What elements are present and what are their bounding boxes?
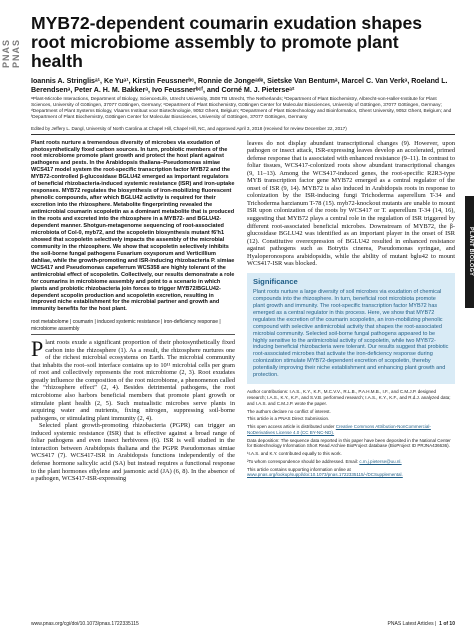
journal-vertical-logo: PNAS PNAS xyxy=(1,38,21,68)
correspondence-email-link[interactable]: c.m.j.pieterse@uu.nl. xyxy=(359,458,402,464)
article-title: MYB72-dependent coumarin exudation shapes root microbiome assembly to promote plant health xyxy=(31,13,423,71)
supporting-info xyxy=(247,467,455,479)
article-notes xyxy=(247,389,455,478)
doi-link[interactable]: www.pnas.org/cgi/doi/10.1073/pnas.1722335115 xyxy=(31,621,139,627)
edited-by: Edited by Jeffery L. Dangl, University of North Carolina at Chapel Hill, Chapel Hill, NC, and approved April 3, 2018 (received for review December 22, 2017) xyxy=(31,125,347,131)
journal-name: PNAS Latest Articles xyxy=(387,621,434,627)
right-column xyxy=(247,140,455,480)
conflict-statement: The authors declare no conflict of interest. xyxy=(247,408,331,414)
article-page xyxy=(31,14,455,610)
intro-paragraph-3: leaves do not display abundant transcriptional changes (9). However, upon pathogen or insect attack, ISR-expressing leaves develop an accelerated, primed defense response that is associated with enhanced resistance (9–11). In contrast to foliar tissues, WCS417-colonized roots show abundant transcriptional changes (9, 11–13). Among the WCS417-induced genes, the root-specific R2R3-type MYB transcription factor gene MYB72 emerged as a central regulator of the onset of ISR (9, 14). MYB72 is also induced in Arabidopsis roots in response to colonization by the ISR-inducing fungi Trichoderma asperellum T-34 and Trichoderma harzianum T-78 (15). myb72-knockout mutants are unable to mount ISR upon colonization of the roots by WCS417 or T. asperellum T-34 (14, 16), suggesting that MYB72 plays a central role in the regulation of ISR triggered by different root-associated beneficial microbes. Downstream of MYB72, the β-glucosidase BGLU42 was identified as an important player in the onset of ISR (12). Constitutive overexpression of BGLU42 resulted in enhanced resistance against pathogens such as Botrytis cinerea, Pseudomonas syringae, and Hyaloperonospora arabidopsidis, while the ability of mutant bglu42 to mount WCS417-ISR was blocked. xyxy=(247,139,455,268)
license-statement xyxy=(247,424,455,436)
section-tab-label: PLANT BIOLOGY xyxy=(468,227,474,277)
drop-cap: P xyxy=(31,336,44,362)
two-column-body xyxy=(31,140,455,610)
keywords: root metabolome | coumarin | induced systemic resistance | iron-deficiency response | microbiome assembly xyxy=(31,319,221,332)
footnote-1: ¹I.A.S. and K.Y. contributed equally to this work. xyxy=(247,451,342,456)
abstract: Plant roots nurture a tremendous diversity of microbes via exudation of photosynthetically fixed carbon sources. In turn, probiotic members of the root microbiome promote plant growth and protect the host plant against pathogens and pests. In the Arabidopsis thaliana–Pseudomonas simiae WCS417 model system the root-specific transcription factor MYB72 and the MYB72-controlled β-glucosidase BGLU42 emerged as important regulators of beneficial rhizobacteria-induced systemic resistance (ISR) and iron-uptake responses. MYB72 regulates the biosynthesis of iron-mobilizing fluorescent phenolic compounds, after which BGLU42 activity is required for their excretion into the rhizosphere. Metabolite fingerprinting revealed the antimicrobial coumarin scopoletin as a dominant metabolite that is produced in the roots and excreted into the rhizosphere in a MYB72- and BGLU42-dependent manner. Shotgun-metagenome sequencing of root-associated microbiota of Col-0, myb72, and the scopoletin biosynthesis mutant f6′h1 showed that scopoletin selectively impacts the assembly of the microbial community in the rhizosphere. We show that scopoletin selectively inhibits the soil-borne fungal pathogens Fusarium oxysporum and Verticillium dahliae, while the growth-promoting and ISR-inducing rhizobacteria P. simiae WCS417 and Pseudomonas capeferrum WCS358 are highly tolerant of the antimicrobial effect of scopoletin. Collectively, our results demonstrate a role for coumarins in microbiome assembly and point to a scenario in which plants and probiotic rhizobacteria join forces to trigger MYB72/BGLU42-dependent scopolin production and scopoletin excretion, resulting in improved niche establishment for the microbial partner and growth and immunity benefits for the host plant. xyxy=(31,139,235,313)
affiliations: ᵃPlant-Microbe Interactions, Department of Biology, Science4Life, Utrecht University, 3508 TB Utrecht, The Netherlands; ᵇDepartment of Plant Biochemistry, Albrecht-von-Haller-Institute for Plant Sciences, University of Göttingen, 37077 Göttingen, Germany; ᶜDepartment of Plant Biochemistry, Göttingen Center for Molecular Biosciences, University of Göttingen, 37077 Göttingen, Germany; ᵈDepartment of Plant Systems Biology, Vlaams Instituut voor Biotechnologie, 9052 Ghent, Belgium; ᵉDepartment of Plant Biotechnology and Bioinformatics, Ghent University, 9052 Ghent, Belgium; and ᶠDepartment of Plant Biochemistry, Göttingen Center for Molecular Biosciences, University of Göttingen, 37077 Göttingen, Germany xyxy=(31,97,452,121)
license-link[interactable]: Creative Commons Attribution-NonCommercial-NoDerivatives License 4.0 (CC BY-NC-ND). xyxy=(247,424,431,435)
intro-paragraph-1 xyxy=(31,336,235,422)
author-contributions: Author contributions: I.A.S., K.Y., K.F., M.C.V.V., R.L.B., P.A.H.M.B., I.F., and C.M.J.P. designed research; I.A.S., K.Y., K.F., and S.V.B. performed research; I.A.S., K.Y., K.F., and R.d.J. analyzed data; and I.A.S. and C.M.J.P. wrote the paper. xyxy=(247,389,451,406)
footer-right: PNAS Latest Articles | 1 of 10 xyxy=(387,621,455,627)
left-margin xyxy=(0,0,21,635)
section-tab xyxy=(465,196,474,308)
left-column xyxy=(31,140,235,483)
direct-submission: This article is a PNAS Direct Submission. xyxy=(247,416,330,422)
supporting-info-prefix: This article contains supporting information online at xyxy=(247,466,351,472)
keywords-divider xyxy=(31,334,235,335)
author-list: Ioannis A. Stringlisᵃ¹, Ke Yuᵃ¹, Kirstin Feussnerᵇᶜ, Ronnie de Jongeᵃᵈᵉ, Sietske Van Bentumᵃ, Marcel C. Van Verkᵃ, Roeland L. Berendsenᵃ, Peter A. H. M. Bakkerᵃ, Ivo Feussnerᵇᶜᶠ, and Corné M. J. Pieterseᵃ² xyxy=(31,77,448,94)
header-divider xyxy=(31,134,455,135)
footnote-2 xyxy=(247,459,455,465)
significance-text: Plant roots nurture a large diversity of soil microbes via exudation of chemical compounds into the rhizosphere. In turn, beneficial root microbiota promote plant growth and immunity. The root-specific transcription factor MYB72 has emerged as a central regulator in this process. Here, we show that MYB72 regulates the excretion of the coumarin scopoletin, an iron-mobilizing phenolic compound with selective antimicrobial activity that shapes the root-associated microbial community. Selected soil-borne fungal pathogens appeared to be highly sensitive to the antimicrobial activity of scopoletin, while two MYB72-inducing beneficial rhizobacteria were tolerant. Our results suggest that probiotic root-associated microbes that activate the iron-deficiency response during colonization stimulate MYB72-dependent excretion of scopoletin, thereby potentially improving their niche establishment and enhancing plant growth and protection. xyxy=(253,288,449,379)
intro-paragraph-1-text: lant roots exude a significant proportion of their photosynthetically fixed carbon into the rhizosphere (1). As a result, the rhizosphere nurtures one of the richest microbial ecosystems on Earth. The microbial community that inhabits the root–soil interface contains up to 10¹¹ microbial cells per gram of root and collectively represents the root microbiome (2, 3). Root exudates greatly influence the composition of the root microbiome, a phenomenon called the “rhizosphere effect” (2, 4). Besides detrimental pathogens, the root microbiome also harbors beneficial members that promote plant growth or stimulate plant health (2, 5). Such mutualistic microbes serve plants in acquiring water and nutrients, fixing nitrogen, suppressing soil-borne pathogens, or stimulating plant immunity (2, 4). xyxy=(31,339,235,422)
page-number: 1 of 10 xyxy=(439,621,455,627)
supporting-info-link[interactable]: www.pnas.org/lookup/suppl/doi:10.1073/pnas.1722335115/-/DCSupplemental. xyxy=(247,472,403,478)
data-deposition: Data deposition: The sequence data reported in this paper have been deposited in the National Center for Biotechnology Information Short Read Archive BioProject database (BioProject ID PRJNA436636). xyxy=(247,437,451,449)
significance-box xyxy=(247,273,455,384)
significance-heading: Significance xyxy=(253,276,298,286)
intro-paragraph-2: Selected plant growth-promoting rhizobacteria (PGPR) can trigger an induced systemic resistance (ISR) that is effective against a broad range of foliar pathogens and even insect herbivores (6). ISR is well studied in the interaction between Arabidopsis thaliana and the PGPR Pseudomonas simiae WCS417 (7). WCS417-ISR in Arabidopsis functions independently of the defense hormone salicylic acid (SA) but instead requires a functional response to the plant hormones ethylene and jasmonic acid (JA) (6, 8). In the absence of a pathogen, WCS417-ISR-expressing xyxy=(31,422,235,483)
footnote-2-prefix: ²To whom correspondence should be addressed. Email: xyxy=(247,458,360,464)
license-prefix: This open access article is distributed under xyxy=(247,424,336,429)
